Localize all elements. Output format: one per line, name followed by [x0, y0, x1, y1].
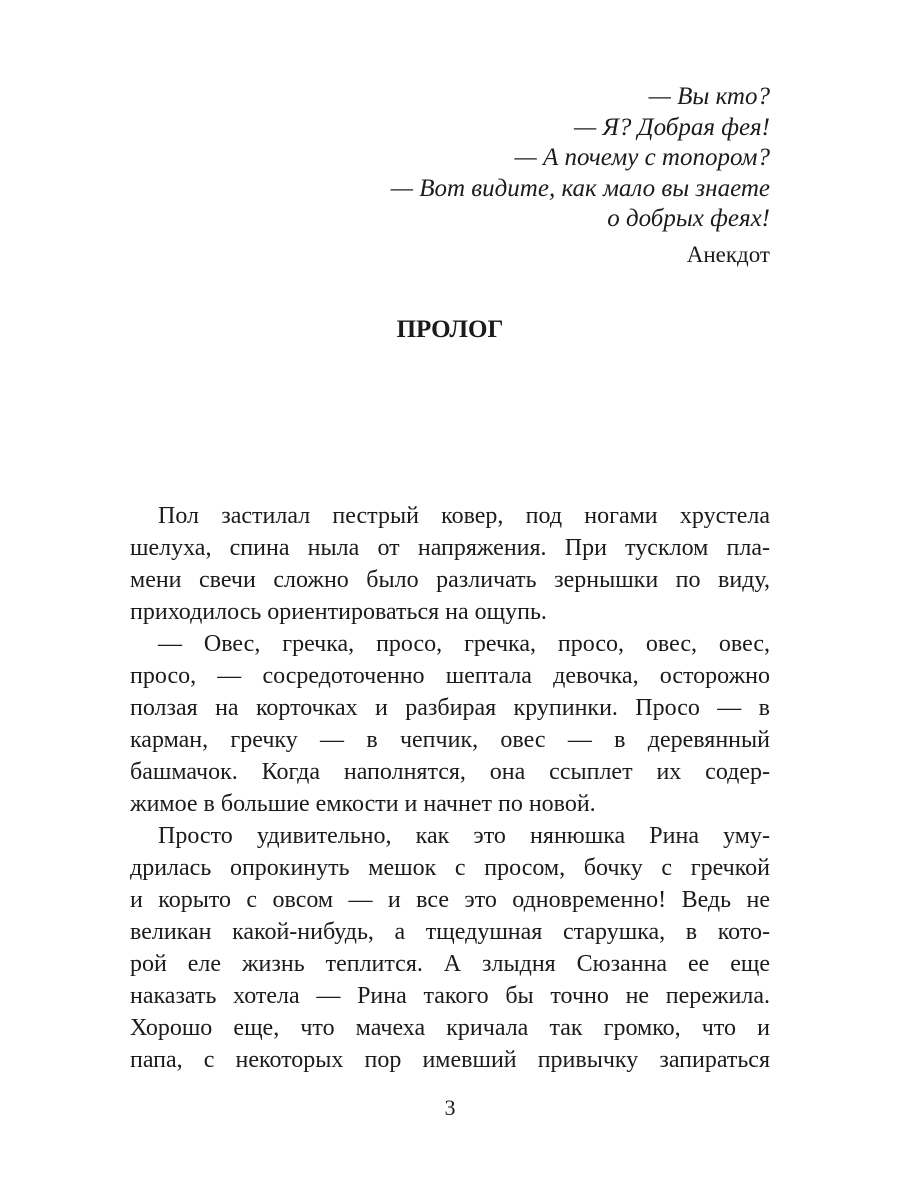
text-line: великан какой-нибудь, а тщедушная старушка, в кото-	[130, 919, 770, 945]
text-line: — Овес, гречка, просо, гречка, просо, овес, овес,	[158, 631, 770, 657]
text-line: башмачок. Когда наполнятся, она ссыплет их содер-	[130, 759, 770, 785]
epigraph-line: о добрых феях!	[607, 205, 770, 232]
epigraph-source: Анекдот	[686, 242, 770, 267]
text-line: дрилась опрокинуть мешок с просом, бочку с гречкой	[130, 855, 770, 881]
epigraph-line: — Вы кто?	[648, 83, 770, 110]
text-line: шелуха, спина ныла от напряжения. При тусклом пла-	[130, 535, 770, 561]
text-line: Хорошо еще, что мачеха кричала так громко, что и	[130, 1015, 770, 1041]
text-line: просо, — сосредоточенно шептала девочка, осторожно	[130, 663, 770, 689]
text-line: и корыто с овсом — и все это одновременно! Ведь не	[130, 887, 770, 913]
text-line: карман, гречку — в чепчик, овес — в деревянный	[130, 727, 770, 753]
epigraph-line: — Вот видите, как мало вы знаете	[390, 174, 770, 202]
text-line: ползая на корточках и разбирая крупинки. Просо — в	[130, 695, 770, 721]
text-line: папа, с некоторых пор имевший привычку запираться	[130, 1047, 770, 1073]
text-line: наказать хотела — Рина такого бы точно не пережила.	[130, 983, 770, 1009]
text-line: приходилось ориентироваться на ощупь.	[130, 599, 547, 625]
text-line: рой еле жизнь теплится. А злыдня Сюзанна ее еще	[130, 951, 770, 977]
epigraph-line: — А почему с топором?	[514, 144, 770, 171]
text-line: мени свечи сложно было различать зернышки по виду,	[130, 567, 770, 593]
text-line: жимое в большие емкости и начнет по новой.	[130, 791, 596, 817]
epigraph	[210, 82, 770, 235]
text-line: Просто удивительно, как это нянюшка Рина уму-	[158, 823, 770, 849]
text-line: Пол застилал пестрый ковер, под ногами хрустела	[158, 503, 770, 529]
epigraph-line: — Я? Добрая фея!	[574, 113, 770, 141]
chapter-title: ПРОЛОГ	[396, 316, 504, 343]
page-number: 3	[444, 1095, 456, 1120]
